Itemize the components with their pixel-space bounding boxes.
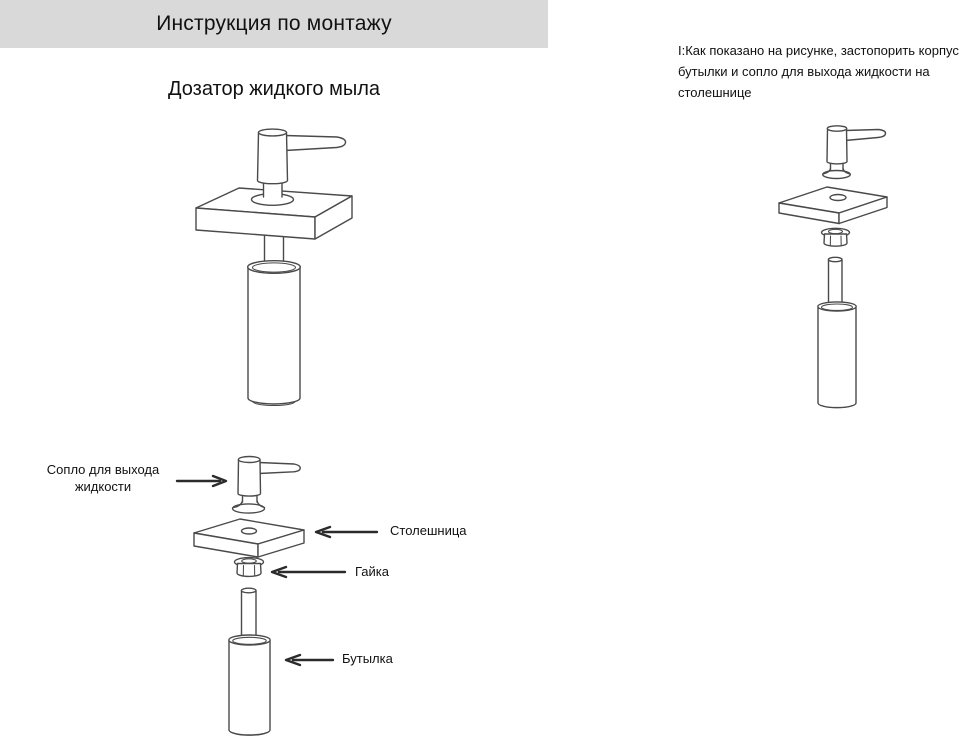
flanged-nut-icon	[822, 228, 850, 246]
bottle-icon	[818, 257, 856, 407]
label-countertop: Столешница	[390, 523, 467, 538]
exploded-parts-diagram	[194, 457, 304, 736]
step-note: I:Как показано на рисунке, застопорить корпус бутылки и сопло для выхода жидкости на столешнице	[678, 43, 959, 100]
spout-icon	[259, 463, 300, 474]
countertop-slab-icon	[194, 519, 304, 557]
page-title: Инструкция по монтажу	[156, 12, 392, 35]
product-title: Дозатор жидкого мыла	[167, 78, 381, 100]
countertop-slab-icon	[779, 187, 887, 224]
flanged-nut-icon	[235, 558, 264, 577]
spout-icon	[285, 136, 346, 151]
soap-pump-icon	[258, 129, 288, 184]
bottle-icon	[229, 588, 270, 735]
label-nut: Гайка	[355, 564, 390, 579]
label-nozzle: Сопло для выхода жидкости	[46, 462, 160, 494]
assembled-dispenser-diagram	[196, 129, 352, 405]
pump-tube-icon	[265, 236, 284, 262]
spout-icon	[845, 130, 886, 141]
bottle-icon	[248, 261, 301, 406]
arrow-nut-icon	[272, 567, 345, 577]
arrow-countertop-icon	[316, 527, 377, 537]
arrow-nozzle-icon	[177, 476, 226, 486]
soap-pump-icon	[823, 126, 886, 179]
label-bottle: Бутылка	[342, 651, 393, 666]
header-bar	[0, 0, 548, 48]
arrow-bottle-icon	[286, 655, 333, 665]
step1-diagram	[779, 126, 887, 408]
callout-arrows	[177, 476, 377, 665]
soap-pump-icon	[233, 457, 301, 514]
